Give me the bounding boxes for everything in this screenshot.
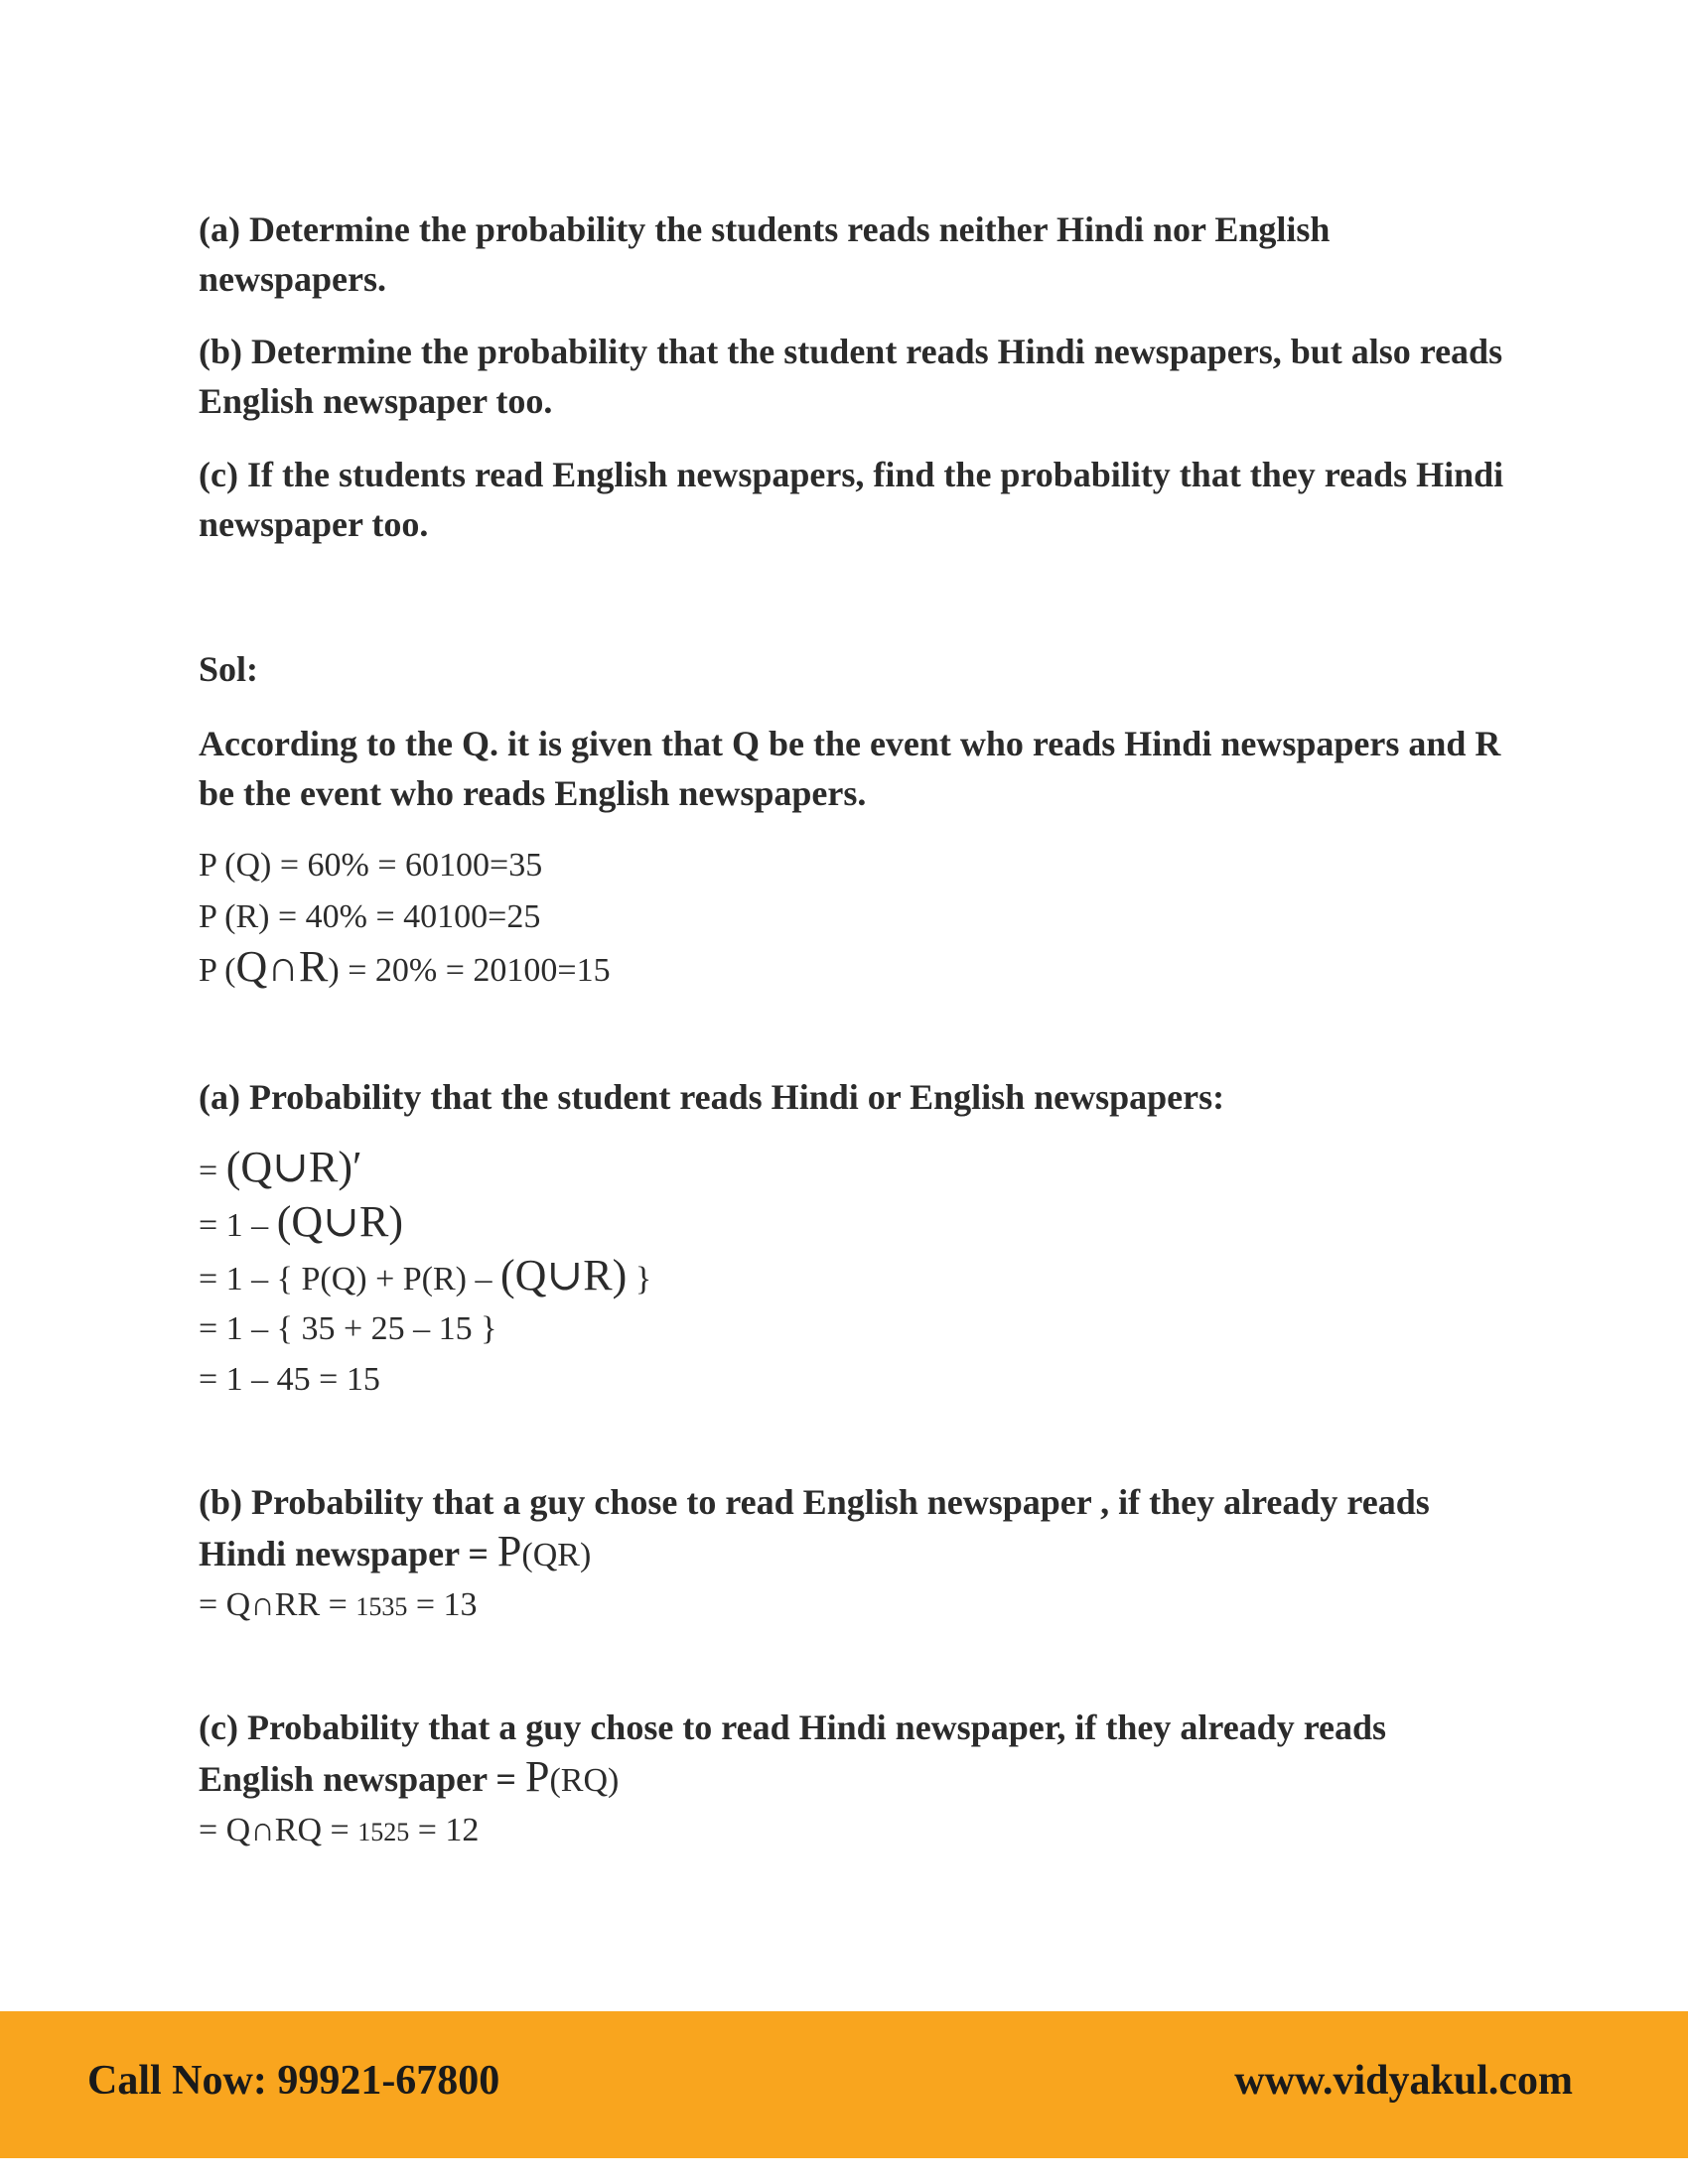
part-c-heading-p: P [524,1752,550,1801]
given-pr-value: 40100=25 [403,898,541,935]
part-a-l1-expr: (Q∪R)′ [225,1143,362,1191]
given-pqr-value: 20100=15 [473,952,611,989]
part-b-line [199,1585,478,1627]
part-c-heading-args: (RQ) [549,1762,620,1799]
footer-banner [0,2011,1688,2158]
given-pqr [199,942,611,991]
footer-website-link[interactable]: www.vidyakul.com [1234,2058,1573,2104]
question-c: (c) If the students read English newspapers, find the probability that they reads Hindi newspaper too. [199,455,1504,544]
part-b-heading-p: P [496,1527,522,1575]
part-a-l3-expr: (Q∪R) [500,1251,628,1299]
part-b-heading [199,1477,1509,1580]
part-a-line-2 [199,1197,403,1246]
solution-heading: Sol: [199,649,259,689]
part-b-line-post: = 13 [407,1586,478,1623]
given-pr [199,897,540,937]
part-b-heading-text: (b) Probability that a guy chose to read English newspaper , if they already reads Hindi newspaper = [199,1482,1430,1573]
given-pr-prefix: P (R) = 40% = [199,898,404,935]
question-a: (a) Determine the probability the students reads neither Hindi nor English newspapers. [199,209,1331,299]
part-c-heading-text: (c) Probability that a guy chose to read Hindi newspaper, if they already reads English newspaper = [199,1707,1387,1799]
solution-intro: According to the Q. it is given that Q be the event who reads Hindi newspapers and R be the event who reads English newspapers. [199,724,1501,813]
given-pq-value: 60100=35 [405,847,543,884]
part-a-line-1 [199,1143,362,1191]
given-pqr-intersection: Q∩R [235,942,329,991]
given-pq-prefix: P (Q) = 60% = [199,847,406,884]
given-pqr-mid: ) = 20% = [328,952,474,989]
part-a-l3-pre: = 1 – { P(Q) + P(R) – [199,1261,501,1297]
part-a-l1-eq: = [199,1153,226,1189]
part-b-line-pre: = Q∩RR = [199,1586,356,1623]
part-a-heading: (a) Probability that the student reads Hindi or English newspapers: [199,1077,1225,1117]
part-a-l2-eq: = 1 – [199,1207,277,1244]
part-a-line-4: = 1 – { 35 + 25 – 15 } [199,1310,497,1347]
part-c-line-post: = 12 [409,1812,480,1848]
part-c-line-pre: = Q∩RQ = [199,1812,358,1848]
part-a-line-3 [199,1251,652,1299]
part-c-heading [199,1703,1509,1806]
question-b: (b) Determine the probability that the student reads Hindi newspapers, but also reads English newspaper too. [199,332,1503,421]
part-c-line [199,1811,479,1852]
part-b-line-fraction: 1535 [355,1592,408,1621]
part-a-line-5: = 1 – 45 = 15 [199,1361,380,1398]
part-c-line-fraction: 1525 [357,1818,410,1846]
part-a-l3-post: } [627,1261,652,1297]
given-pq [199,846,542,886]
part-a-l2-expr: (Q∪R) [276,1197,403,1246]
part-b-heading-args: (QR) [521,1537,592,1573]
footer-phone[interactable]: Call Now: 99921-67800 [87,2058,500,2104]
given-pqr-prefix: P ( [199,952,236,989]
